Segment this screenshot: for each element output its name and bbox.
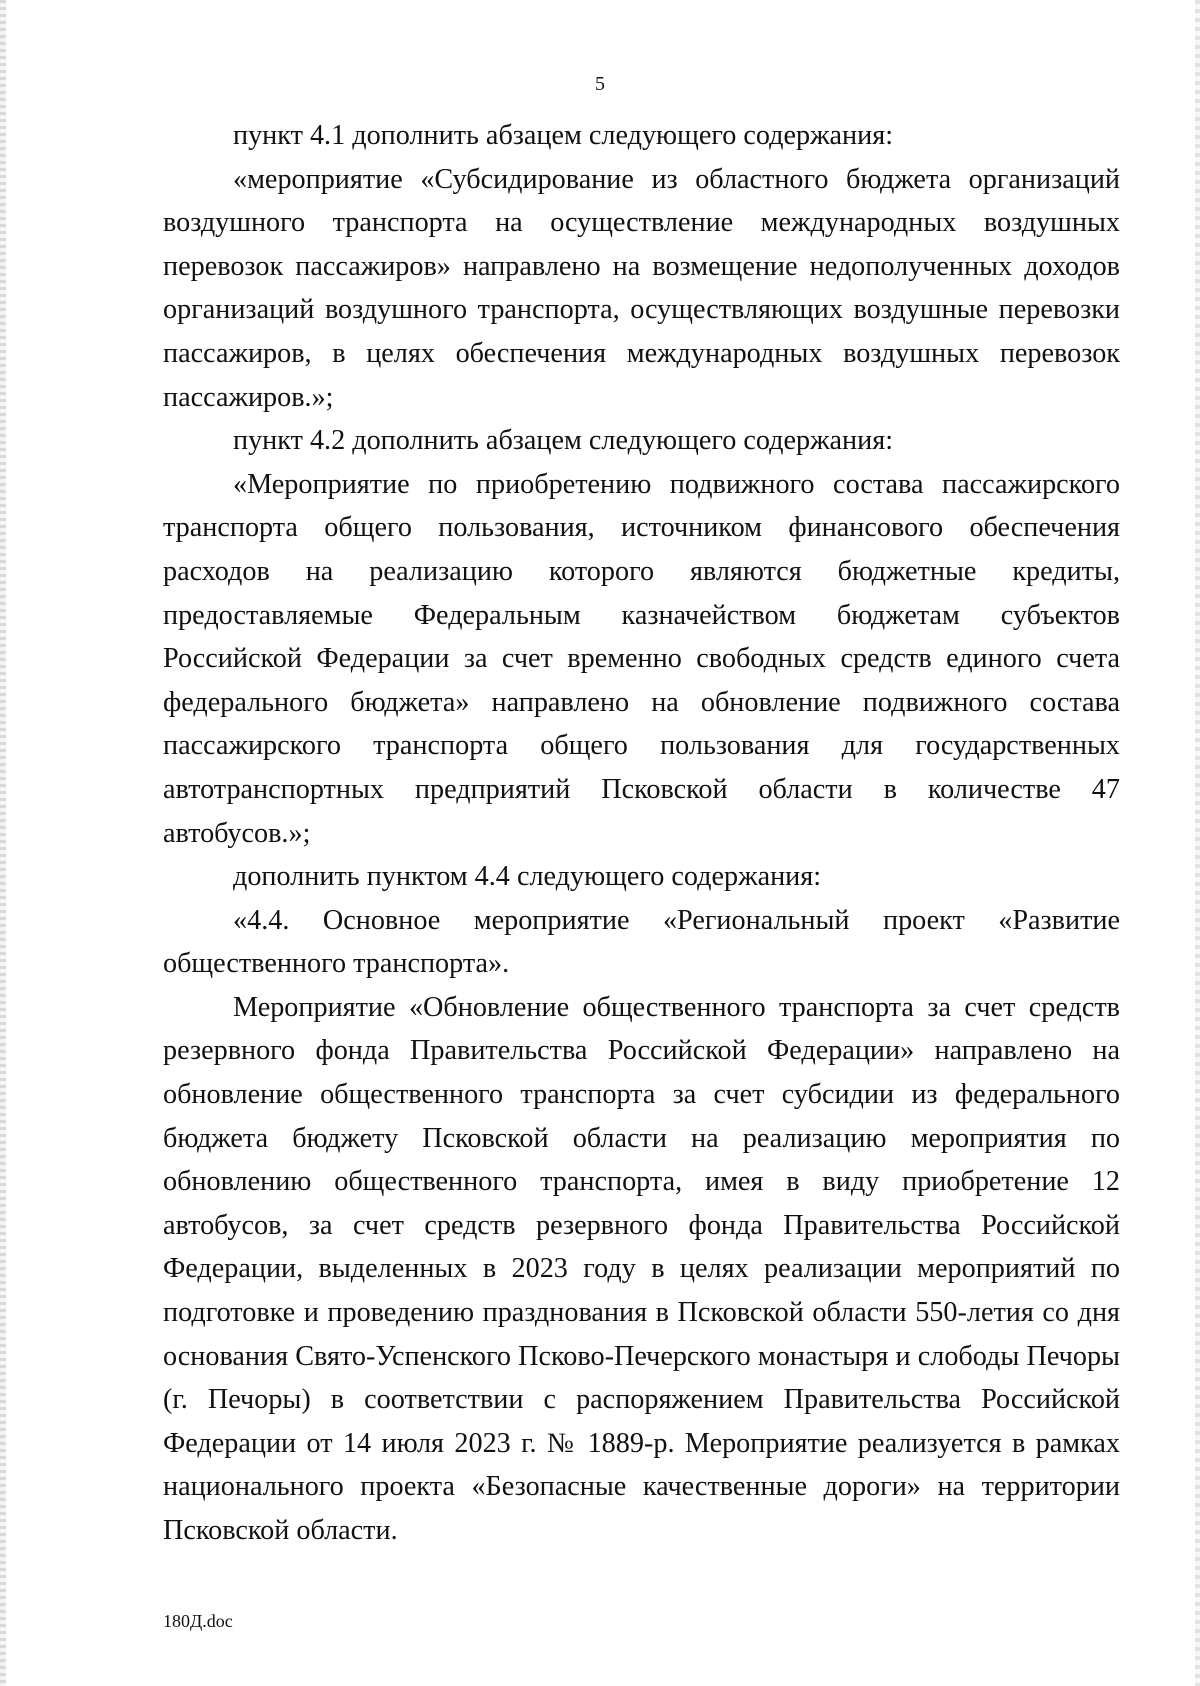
document-body	[163, 114, 1120, 1553]
page-number: 5	[595, 73, 605, 95]
paragraph-5: дополнить пунктом 4.4 следующего содержания:	[233, 861, 822, 893]
scan-edge-left	[0, 0, 6, 1686]
paragraph-6: «4.4. Основное мероприятие «Региональный проект «Развитие общественного транспорта».	[163, 904, 1120, 980]
file-name-footer: 180Д.doc	[163, 1611, 233, 1631]
paragraph-1: пункт 4.1 дополнить абзацем следующего содержания:	[233, 120, 894, 151]
scan-edge-right	[1195, 0, 1200, 1686]
paragraph-2: «мероприятие «Субсидирование из областного бюджета организаций воздушного транспорта на осуществление международных воздушных перевозок пассажиров» направлено на возмещение недополученных доходов организаций воздушного транспорта, осуществляющих воздушные перевозки пассажиров, в целях обеспечения международных воздушных перевозок пассажиров.»;	[163, 163, 1120, 413]
paragraph-4: «Мероприятие по приобретению подвижного состава пассажирского транспорта общего пользования, источником финансового обеспечения расходов на реализацию которого являются бюджетные кредиты, предоставляемые Федеральным казначейством бюджетам субъектов Российской Федерации за счет временно свободных средств единого счета федерального бюджета» направлено на обновление подвижного состава пассажирского транспорта общего пользования для государственных автотранспортных предприятий Псковской области в количестве 47 автобусов.»;	[163, 468, 1120, 849]
paragraph-7: Мероприятие «Обновление общественного транспорта за счет средств резервного фонда Правительства Российской Федерации» направлено на обновление общественного транспорта за счет субсидии из федерального бюджета бюджету Псковской области на реализацию мероприятия по обновлению общественного транспорта, имея в виду приобретение 12 автобусов, за счет средств резервного фонда Правительства Российской Федерации, выделенных в 2023 году в целях реализации мероприятий по подготовке и проведению празднования в Псковской области 550-летия со дня основания Свято-Успенского Псково-Печерского монастыря и слободы Печоры (г. Печоры) в соответствии с распоряжением Правительства Российской Федерации от 14 июля 2023 г. № 1889-р. Мероприятие реализуется в рамках национального проекта «Безопасные качественные дороги» на территории Псковской области.	[163, 991, 1120, 1546]
paragraph-3: пункт 4.2 дополнить абзацем следующего содержания:	[233, 425, 894, 457]
